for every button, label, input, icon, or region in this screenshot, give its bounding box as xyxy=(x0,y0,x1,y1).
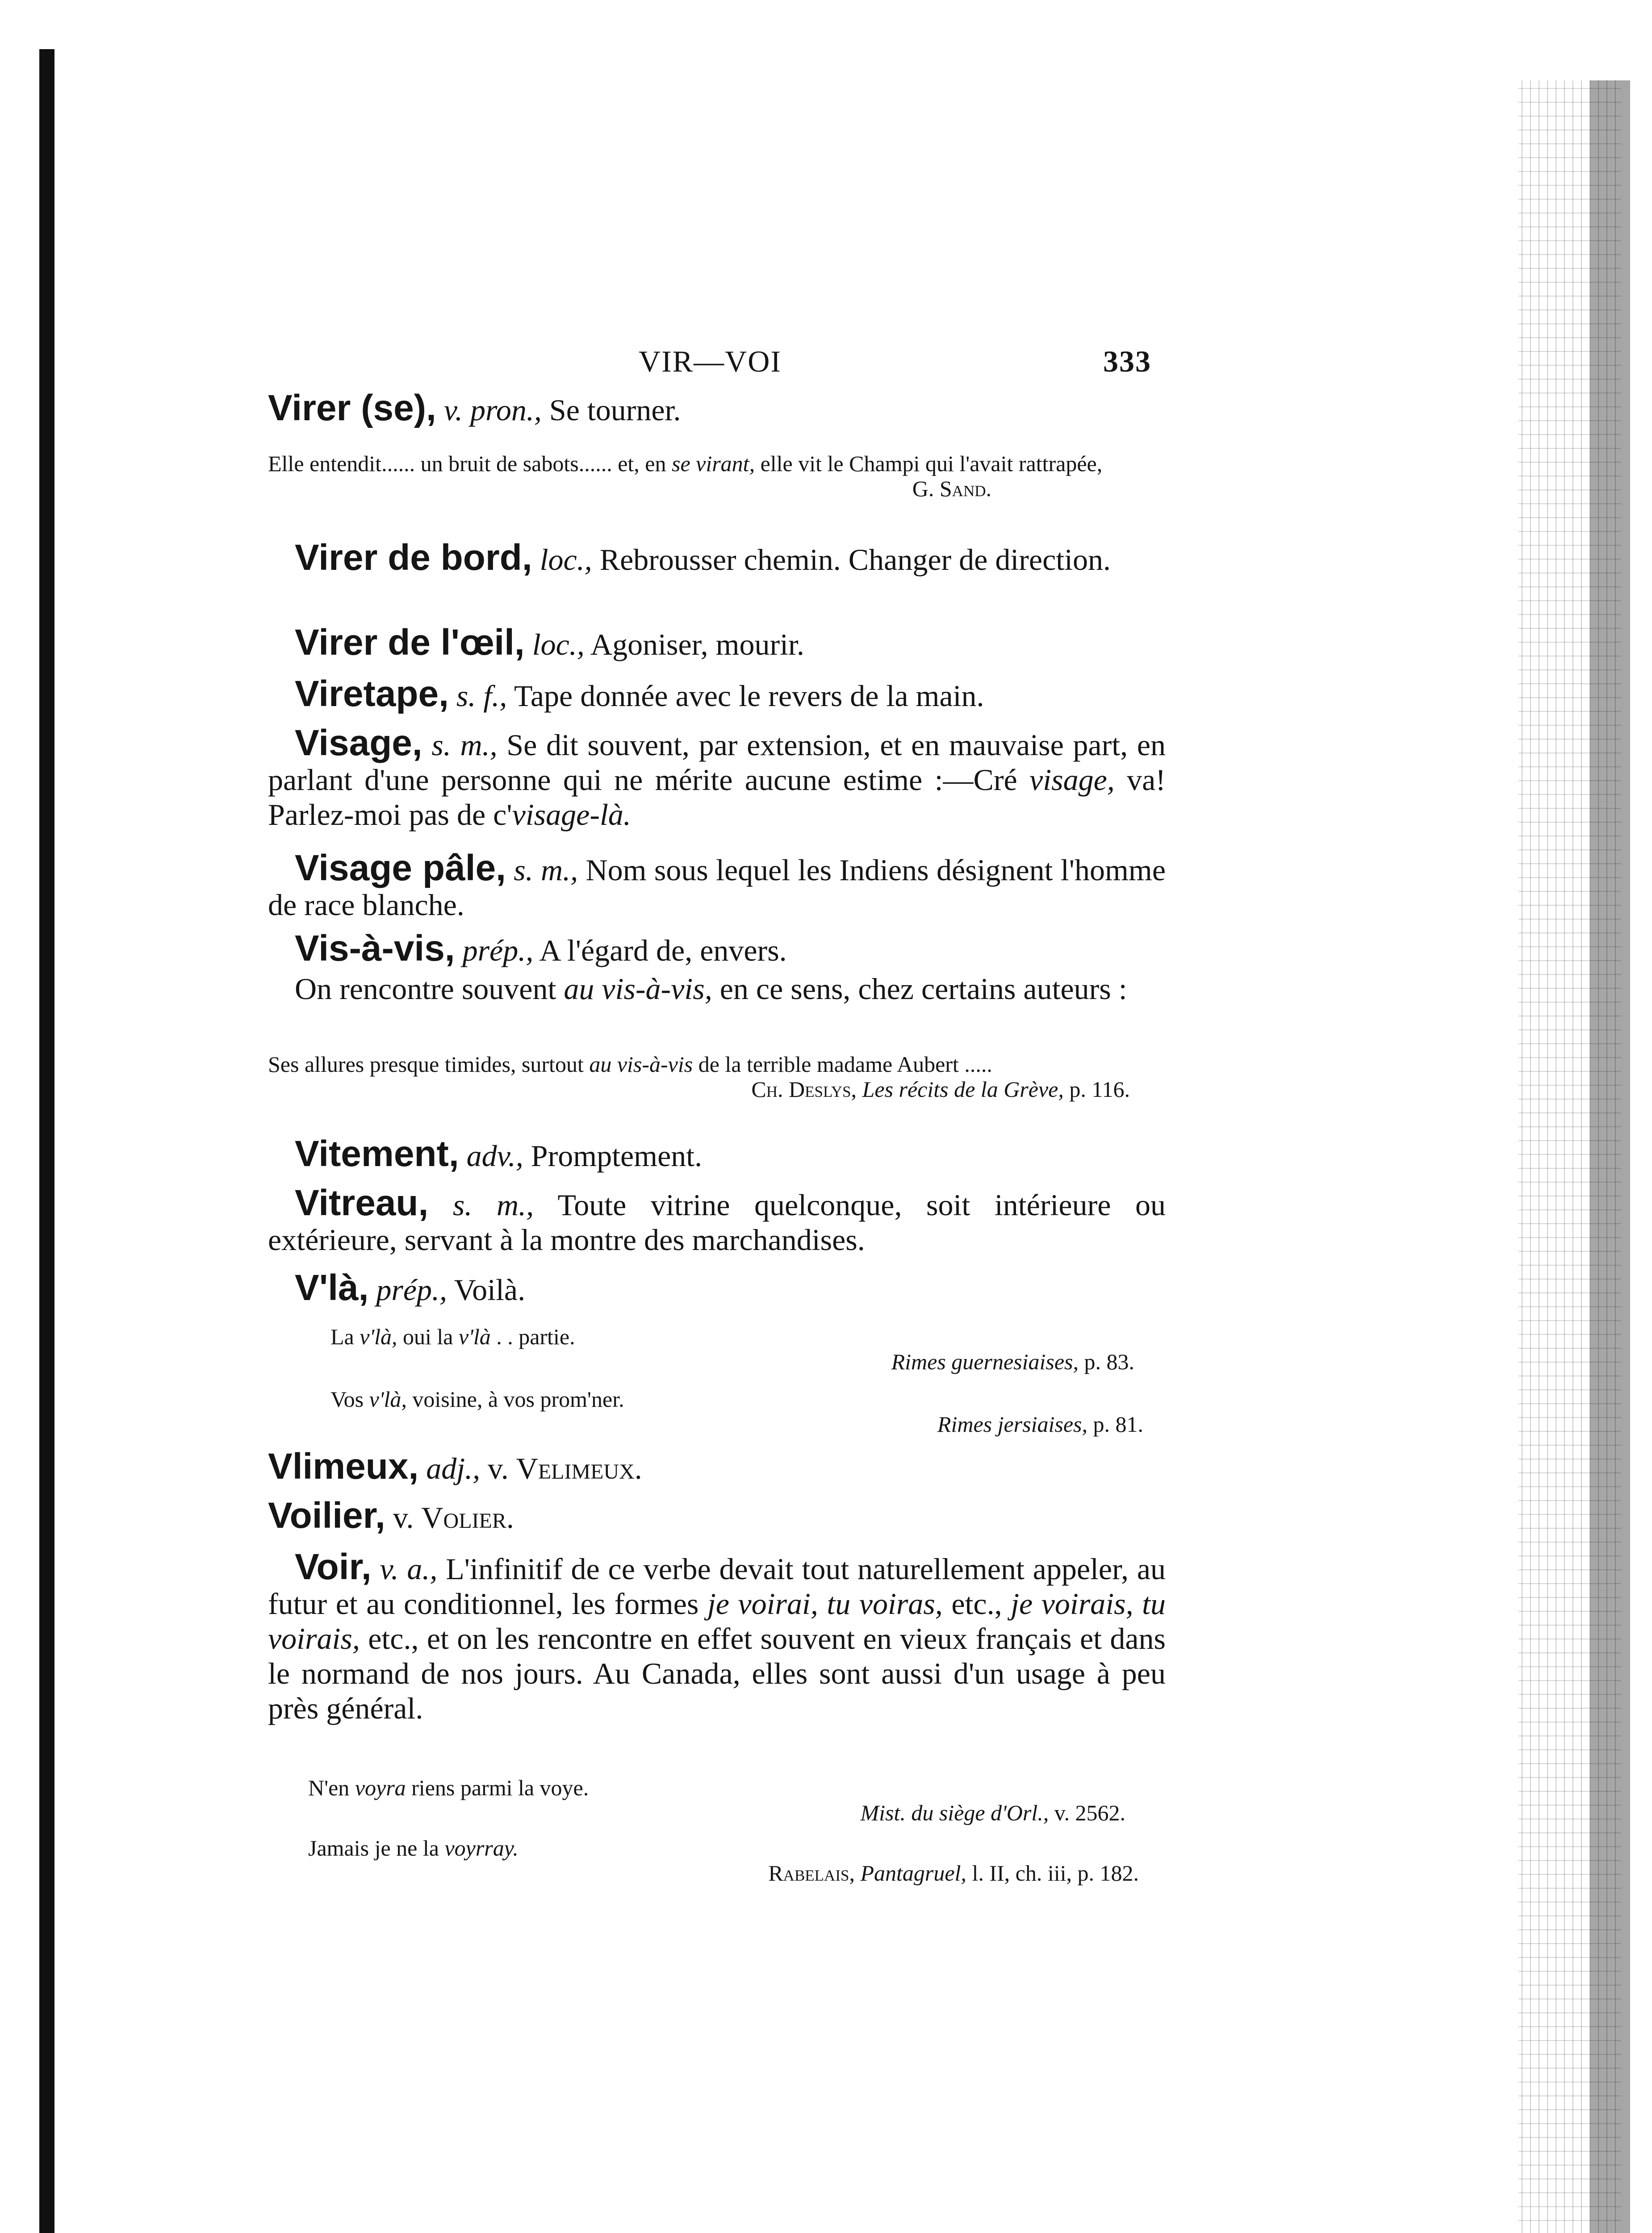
part-of-speech: prép., xyxy=(376,1273,448,1307)
quote-vla-1 xyxy=(268,1324,1166,1374)
quote-text: Elle entendit...... un bruit de sabots...... et, en se virant, elle vit le Champi qui l'avait rattrapée, xyxy=(268,451,1103,476)
quote-source: Rabelais, Pantagruel, l. II, ch. iii, p. 182. xyxy=(768,1861,1139,1886)
entry-vis-a-vis xyxy=(268,928,1166,969)
entry-virer-se xyxy=(268,388,1166,428)
entry-visage-pale xyxy=(268,848,1166,922)
entry-vla xyxy=(268,1267,1166,1308)
headword: V'là, xyxy=(295,1267,369,1308)
entry-viretape xyxy=(268,673,1166,714)
entry-vitreau xyxy=(268,1183,1166,1257)
quote-source: Mist. du siège d'Orl., v. 2562. xyxy=(860,1800,1125,1825)
quote-vis-a-vis xyxy=(268,1052,1166,1102)
part-of-speech: adj., xyxy=(426,1451,481,1485)
headword: Voir, xyxy=(295,1547,372,1587)
quote-text: Ses allures presque timides, surtout au vis-à-vis de la terrible madame Aubert ..... xyxy=(268,1052,992,1077)
cross-reference: Volier. xyxy=(421,1501,514,1535)
part-of-speech: loc., xyxy=(540,543,592,577)
definition: Promptement. xyxy=(523,1139,703,1173)
entry-voilier: Voilier, v. Volier. xyxy=(268,1495,514,1536)
headword: Vlimeux, xyxy=(268,1446,419,1487)
part-of-speech: adv., xyxy=(466,1139,523,1173)
entry-virer-de-bord xyxy=(268,537,1166,578)
page-number: 333 xyxy=(1103,344,1151,378)
definition: Voilà. xyxy=(447,1273,526,1307)
definition: A l'égard de, envers. xyxy=(533,933,787,967)
definition: Tape donnée avec le revers de la main. xyxy=(507,679,984,713)
entry-vitement xyxy=(268,1133,1166,1174)
part-of-speech: s. m., xyxy=(431,728,498,762)
entry-vlimeux: Vlimeux, adj., v. Velimeux. xyxy=(268,1446,642,1487)
usage-note-vis-a-vis: On rencontre souvent au vis-à-vis, en ce sens, chez certains auteurs : xyxy=(295,972,1127,1006)
quote-source: Ch. Deslys, Les récits de la Grève, p. 116. xyxy=(751,1077,1130,1102)
quote-text: Vos v'là, voisine, à vos prom'ner. xyxy=(330,1387,624,1412)
part-of-speech: loc., xyxy=(532,627,585,661)
quote-text: N'en voyra riens parmi la voye. xyxy=(308,1775,589,1800)
quote-voir-2 xyxy=(268,1836,1166,1886)
part-of-speech: prép., xyxy=(462,933,534,967)
binding-shadow xyxy=(1590,80,1630,2233)
cross-reference: Velimeux. xyxy=(516,1451,642,1485)
definition: Rebrousser chemin. Changer de direction. xyxy=(592,543,1111,577)
part-of-speech: s. m., xyxy=(452,1188,534,1222)
left-edge-bar xyxy=(39,49,54,2233)
quote-vla-2 xyxy=(268,1387,1166,1437)
quote-virer-se xyxy=(268,451,1166,501)
headword: Voilier, xyxy=(268,1495,385,1536)
definition: Toute vitrine quelconque, soit intérieure ou extérieure, servant à la montre des marchandises. xyxy=(268,1188,1166,1257)
quote-source: Rimes guernesiaises, p. 83. xyxy=(891,1349,1134,1374)
headword: Virer de bord, xyxy=(295,537,532,578)
part-of-speech: s. m., xyxy=(514,853,578,887)
definition: Se tourner. xyxy=(541,393,681,427)
headword: Vitreau, xyxy=(295,1183,429,1223)
part-of-speech: v. a., xyxy=(380,1552,438,1586)
headword: Visage pâle, xyxy=(295,848,506,888)
headword: Vis-à-vis, xyxy=(295,928,455,969)
quote-voir-1 xyxy=(268,1775,1166,1825)
entry-voir: Voir, v. a., L'infinitif de ce verbe devait tout naturellement appeler, au futur et au conditionnel, les formes je voirai, tu voiras, etc., je voirais, tu voirais, etc., et on les rencontre en effet souvent en vieux français et dans le normand de nos jours. Au Canada, elles sont aussi d'un usage à peu près général. xyxy=(268,1547,1166,1725)
headword: Virer de l'œil, xyxy=(295,622,525,663)
headword: Visage, xyxy=(295,723,422,763)
running-head: VIR—VOI xyxy=(639,344,782,378)
part-of-speech: v. pron., xyxy=(443,393,542,427)
quote-source: Rimes jersiaises, p. 81. xyxy=(937,1412,1143,1437)
headword: Vitement, xyxy=(295,1133,459,1174)
headword: Viretape, xyxy=(295,673,449,714)
quote-text: La v'là, oui la v'là . . partie. xyxy=(330,1324,575,1349)
headword: Virer (se), xyxy=(268,388,436,428)
entry-virer-de-loeil xyxy=(268,622,1166,663)
quote-source: G. Sand. xyxy=(912,476,991,501)
definition: Agoniser, mourir. xyxy=(584,627,804,661)
part-of-speech: s. f., xyxy=(456,679,507,713)
entry-visage: Visage, s. m., Se dit souvent, par extension, et en mauvaise part, en parlant d'une personne qui ne mérite aucune estime :—Cré visage, va! Parlez-moi pas de c'visage-là. xyxy=(268,723,1166,832)
quote-text: Jamais je ne la voyrray. xyxy=(308,1836,519,1861)
definition: Nom sous lequel les Indiens désignent l'homme de race blanche. xyxy=(268,853,1166,922)
